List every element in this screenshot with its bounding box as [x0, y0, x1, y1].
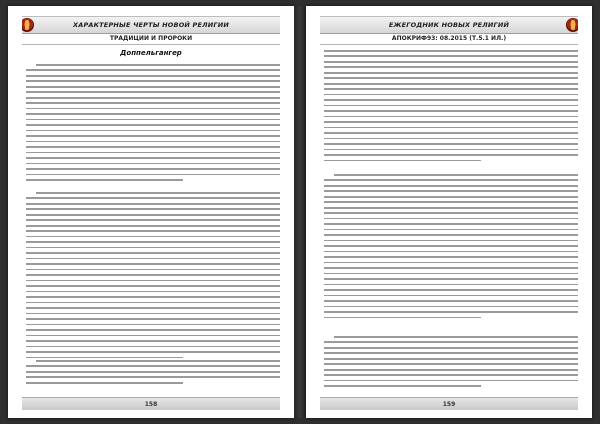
page-number-right: 159 [442, 400, 456, 408]
right-paragraph-3 [324, 336, 578, 391]
article-title: Доппельгангер [120, 49, 182, 57]
right-page-header-text: ЕЖЕГОДНИК НОВЫХ РЕЛИГИЙ [388, 21, 510, 29]
left-page-footer [22, 397, 280, 410]
right-paragraph-2 [324, 174, 578, 322]
left-section-label: ТРАДИЦИИ И ПРОРОКИ [22, 33, 280, 45]
left-page-header [22, 16, 280, 34]
page-number-left: 158 [144, 400, 158, 408]
left-paragraph-2 [26, 192, 280, 362]
right-page [306, 6, 592, 418]
right-page-header [320, 16, 578, 34]
left-page [8, 6, 294, 418]
right-page-footer [320, 397, 578, 410]
left-paragraph-3 [26, 360, 280, 387]
left-paragraph-1 [26, 64, 280, 185]
emblem-icon [566, 18, 578, 32]
right-paragraph-1 [324, 50, 578, 165]
left-page-header-text: ХАРАКТЕРНЫЕ ЧЕРТЫ НОВОЙ РЕЛИГИИ [73, 21, 229, 29]
right-section-label: АПОКРИФ93: 08.2015 (Т.5.1 ИЛ.) [320, 33, 578, 45]
emblem-icon [22, 18, 34, 32]
spine-fold [294, 6, 306, 418]
